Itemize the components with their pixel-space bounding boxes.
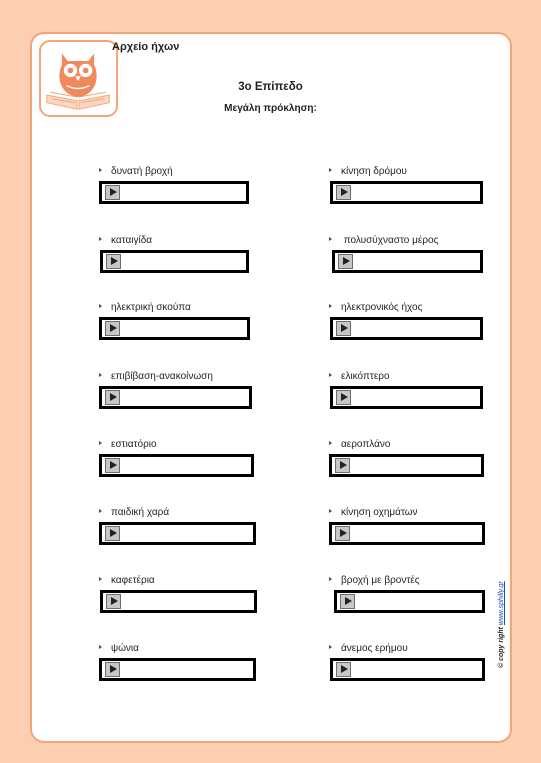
sound-label: ηλεκτρική σκούπα <box>111 302 191 313</box>
bullet-icon <box>329 645 332 649</box>
audio-player[interactable] <box>100 250 249 273</box>
play-icon[interactable] <box>336 321 351 336</box>
play-icon[interactable] <box>336 662 351 677</box>
bullet-icon <box>99 168 102 172</box>
play-icon[interactable] <box>105 185 120 200</box>
bullet-icon <box>329 441 332 445</box>
level-title: 3ο Επίπεδο <box>238 81 303 93</box>
sound-label: καφετέρια <box>111 575 155 586</box>
sound-label: άνεμος ερήμου <box>341 643 408 654</box>
audio-player[interactable] <box>99 181 249 204</box>
play-icon[interactable] <box>106 254 121 269</box>
play-icon[interactable] <box>105 662 120 677</box>
sound-label: βροχή με βροντές <box>341 575 420 586</box>
audio-player[interactable] <box>99 454 254 477</box>
bullet-icon <box>99 373 102 377</box>
audio-player[interactable] <box>330 181 483 204</box>
sound-label: αεροπλάνο <box>341 439 391 450</box>
bullet-icon <box>329 373 332 377</box>
play-icon[interactable] <box>338 254 353 269</box>
sound-label: ψώνια <box>111 643 139 654</box>
audio-player[interactable] <box>330 386 483 409</box>
sound-label: δυνατή βροχή <box>111 166 173 177</box>
audio-player[interactable] <box>330 317 483 340</box>
bullet-icon <box>99 645 102 649</box>
sound-label: παιδική χαρά <box>111 507 170 518</box>
play-icon[interactable] <box>340 594 355 609</box>
audio-player[interactable] <box>100 590 257 613</box>
audio-player[interactable] <box>332 250 483 273</box>
audio-player[interactable] <box>334 590 485 613</box>
bullet-icon <box>99 577 102 581</box>
play-icon[interactable] <box>335 526 350 541</box>
audio-player[interactable] <box>99 522 256 545</box>
sound-label: εστιατόριο <box>111 439 157 450</box>
audio-player[interactable] <box>329 454 484 477</box>
page-header-title: Αρχείο ήχων <box>112 41 180 53</box>
audio-player[interactable] <box>99 386 252 409</box>
audio-player[interactable] <box>330 658 485 681</box>
copyright-note <box>498 581 505 668</box>
bullet-icon <box>329 304 332 308</box>
sound-label: ηλεκτρονικός ήχος <box>341 302 423 313</box>
play-icon[interactable] <box>106 594 121 609</box>
sound-label: πολυσύχναστο μέρος <box>341 235 439 246</box>
play-icon[interactable] <box>105 390 120 405</box>
audio-player[interactable] <box>99 317 250 340</box>
play-icon[interactable] <box>335 458 350 473</box>
bullet-icon <box>99 237 102 241</box>
play-icon[interactable] <box>336 390 351 405</box>
play-icon[interactable] <box>105 321 120 336</box>
copyright-label: © copy right <box>498 627 505 668</box>
sound-label: επιβίβαση-ανακοίνωση <box>111 371 213 382</box>
bullet-icon <box>329 168 332 172</box>
audio-player[interactable] <box>329 522 485 545</box>
bullet-icon <box>329 509 332 513</box>
sound-label: κίνηση οχημάτων <box>341 507 418 518</box>
play-icon[interactable] <box>105 526 120 541</box>
play-icon[interactable] <box>336 185 351 200</box>
challenge-subtitle: Μεγάλη πρόκληση: <box>224 103 317 114</box>
bullet-icon <box>329 237 332 241</box>
sound-label: ελικόπτερο <box>341 371 390 382</box>
bullet-icon <box>99 304 102 308</box>
play-icon[interactable] <box>105 458 120 473</box>
sound-label: κίνηση δρόμου <box>341 166 407 177</box>
audio-player[interactable] <box>99 658 256 681</box>
bullet-icon <box>329 577 332 581</box>
sound-label: καταιγίδα <box>111 235 153 246</box>
copyright-link[interactable]: www.sphilly.gr <box>498 581 505 626</box>
bullet-icon <box>99 509 102 513</box>
bullet-icon <box>99 441 102 445</box>
